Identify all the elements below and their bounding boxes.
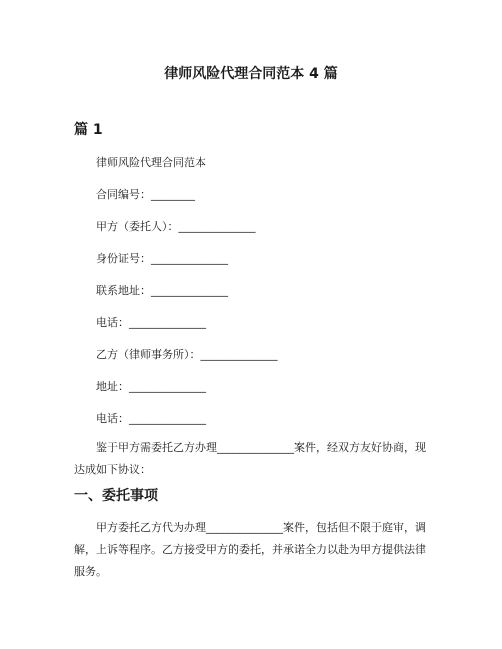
party-b-line: 乙方（律师事务所）：______________ [96, 348, 278, 361]
part-heading: 篇 1 [74, 122, 103, 138]
address-line-b: 地址：______________ [96, 380, 206, 393]
contract-name-line: 律师风险代理合同范本 [96, 156, 206, 169]
document-title: 律师风险代理合同范本 4 篇 [164, 66, 338, 82]
party-a-line: 甲方（委托人）：______________ [96, 220, 256, 233]
phone-line-a: 电话：______________ [96, 316, 206, 329]
id-number-line: 身份证号：______________ [96, 252, 228, 265]
section-heading-entrusted-matters: 一、委托事项 [74, 488, 158, 504]
entrusted-matters-paragraph: 甲方委托乙方代为办理______________案件，包括但不限于庭审，调解，上诉等程序。乙方接受甲方的委托，并承诺全力以赴为甲方提供法律服务。 [74, 521, 426, 578]
contact-address-line: 联系地址：______________ [96, 284, 228, 297]
intro-paragraph: 鉴于甲方需委托乙方办理______________案件，经双方友好协商，现达成如下协议： [74, 441, 426, 476]
contract-number-line: 合同编号：________ [96, 188, 195, 201]
phone-line-b: 电话：______________ [96, 412, 206, 425]
